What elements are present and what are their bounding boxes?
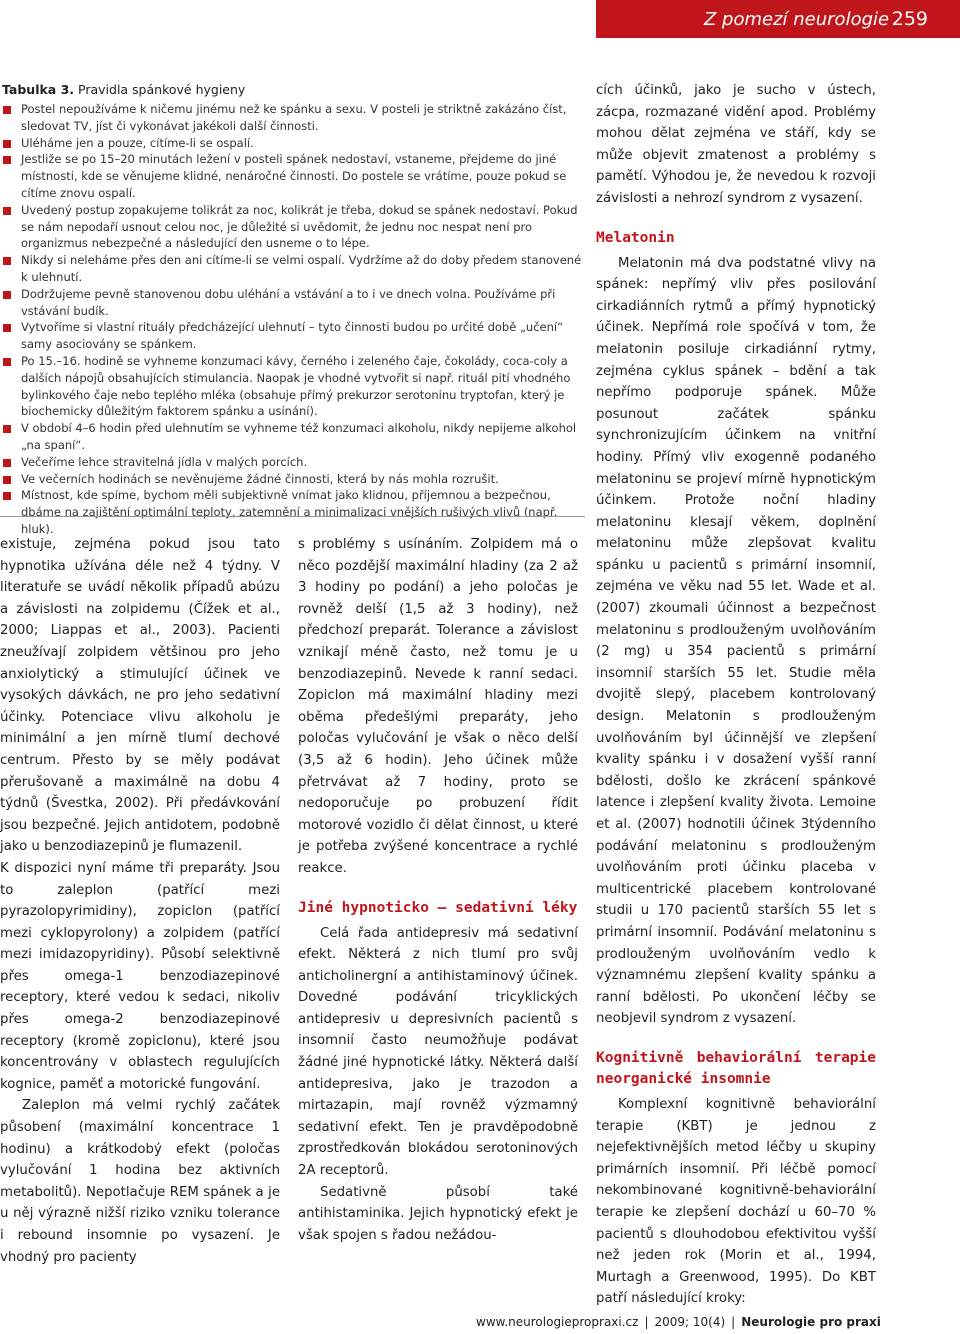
rule-text: Uléháme jen a pouze, cítíme-li se ospalí. [21,135,254,150]
rule-text: Uvedený postup zopakujeme tolikrát za noc, kolikrát je třeba, dokud se spánek nedostaví. Pokud se nám nepodaří usnout celou noc, je důležité si uvědomit, že jednu noc nespat není pro organizmus nebezpečné a následující den usneme o to lépe. [21,202,578,251]
rule-item [0,420,585,454]
paragraph: Melatonin má dva podstatné vlivy na spánek: nepřímý vliv přes posilování cirkadiánních rytmů a přímý hypnotický účinek. Nepřímá role spočívá v tom, že melatonin posiluje cirkadiánní rytmy, zejména cyklus spánek – bdění a tak nepřímo podporuje spánek. Může posunout začátek spánku synchronizujícím účinkem na vnitřní hodiny. Přímý vliv exogenně podaného melatoninu se projeví mírně hypnotickým účinkem. Protože noční hladiny melatoninu klesají věkem, doplnění melatoninu může zlepšovat kvalitu spánku u pacientů s primární insomnií, zejména ve věku nad 55 let. Wade et al. (2007) zkoumali účinnost a bezpečnost melatoninu s prodlouženým uvolňováním (2 mg) u 354 pacientů s primární insomnií starších 55 let. Studie měla dvojitě slepý, placebem kontrolovaný design. Melatonin s prodlouženým uvolňováním byl účinnější ve zlepšení kvality spánku i v dosažení vyšší ranní bdělosti, došlo ke zkrácení spánkové latence i zlepšení kvality života. Lemoine et al. (2007) hodnotili účinek 3týdenního podávání melatoninu s prodlouženým uvolňováním proti účinku placeba v multicentrické placebem kontrolované studii u 170 pacientů starších 55 let s primární insomnií. Podávání melatoninu s prodlouženým uvolňováním vedlo k významnému zlepšení kvality spánku a ranní bdělosti. Po ukončení léčby se neobjevil syndrom z vysazení. [596,255,876,1027]
paragraph: Zaleplon má velmi rychlý začátek působení (maximální koncentrace 1 hodinu) a krátkodobý efekt (poločas vylučování 1 hodina bez aktivních metabolitů). Nepotlačuje REM spánek a je u něj výrazně nižší riziko vzniku tolerance i rebound insomnie po vysazení. Je vhodný pro pacienty [0,1098,280,1265]
text-column-2 [298,534,578,1246]
paragraph: s problémy s usínáním. Zolpidem má o něco pozdější maximální hladiny (za 2 až 3 hodiny po podání) a jeho poločas je rovněž delší (1,5 až 3 hodiny), než předchozí preparát. Tolerance a závislost vznikají méně často, než tomu je u benzodiazepinů. Nevede k ranní sedaci. Zopiclon má maximální hladiny mezi oběma předešlými preparáty, jeho poločas vylučování je však o něco delší (3,5 až 6 hodin). Jeho účinek může přetrvávat až 7 hodiny, proto se nedoporučuje po probuzení řídit motorové vozidlo či dělat činnost, u které je potřeba zvýšené koncentrace a rychlé reakce. [298,537,578,876]
footer-url[interactable]: www.neurologiepropraxi.cz [476,1315,639,1329]
rule-item [0,454,585,471]
footer-journal: Neurologie pro praxi [741,1315,881,1329]
rule-text: Po 15.–16. hodině se vyhneme konzumaci kávy, černého i zeleného čaje, čokolády, coca-coly a dalších nápojů obsahujících stimulancia. Naopak je vhodné vytvořit si např. rituál pití vhodného bylinkového čaje nebo teplého mléka (obsahuje přímý prekurzor serotoninu tryptofan, který je biochemicky důležitým faktorem spánku a usínání). [21,353,571,419]
square-bullet-icon [3,257,11,265]
section-heading: Jiné hypnoticko – sedativní léky [298,899,578,916]
rule-item [0,286,585,320]
rule-text: Dodržujeme pevně stanovenou dobu uléhání a vstávání a to i ve dnech volna. Používáme při vstávání budík. [21,286,556,318]
table-label: Tabulka 3. [2,82,75,97]
square-bullet-icon [3,207,11,215]
page-header-bar [596,0,960,38]
rule-item [0,135,585,152]
rule-item [0,202,585,252]
square-bullet-icon [3,324,11,332]
square-bullet-icon [3,358,11,366]
rule-text: V období 4–6 hodin před ulehnutím se vyhneme též konzumaci alkoholu, nikdy nepijeme alkohol „na spaní“. [21,421,577,452]
rule-text: Místnost, kde spíme, bychom měli subjektivně vnímat jako klidnou, příjemnou a bezpečnou, dbáme na zajištění optimální teploty, zatemnění a minimalizaci vnějších rušivých vlivů (např. hluk). [21,488,558,536]
page-number: 259 [891,8,928,30]
paragraph: Sedativně působí také antihistaminika. Jejich hypnotický efekt je však spojen s řadou nežádou- [298,1184,578,1243]
rule-item [0,471,585,488]
square-bullet-icon [3,140,11,148]
square-bullet-icon [3,425,11,433]
section-heading: Kognitivně behaviorální terapie neorganické insomnie [596,1049,876,1087]
rule-item [0,319,585,353]
rule-text: Nikdy si neleháme přes den ani cítíme-li se velmi ospalí. Vydržíme až do doby předem stanovené k ulehnutí. [21,253,582,284]
square-bullet-icon [3,156,11,164]
rules-list [0,101,585,538]
square-bullet-icon [3,492,11,500]
square-bullet-icon [3,291,11,299]
rule-text: Večeříme lehce stravitelná jídla v malých porcích. [21,454,308,469]
rule-item [0,353,585,420]
square-bullet-icon [3,476,11,484]
rule-item [0,151,585,201]
text-column-1 [0,534,280,1268]
table-caption [2,82,585,97]
paragraph: cích účinků, jako je sucho v ústech, zácpa, rozmazané vidění apod. Problémy mohou dělat zejména ve stáří, kdy se může objevit zmatenost a problémy s pamětí. Výhodou je, že nevedou k rozvoji závislosti a nehrozí syndrom z vysazení. [596,83,876,206]
section-title: Z pomezí neurologie [704,8,890,30]
rule-item [0,101,585,135]
rule-item [0,487,585,537]
square-bullet-icon [3,459,11,467]
paragraph: Komplexní kognitivně behaviorální terapie (KBT) je jednou z nejefektivnějších metod léčby u skupiny primárních insomnií. Při léčbě pomocí nekombinované kognitivně-behaviorální terapie ke zlepšení dochází u 60–70 % pacientů s dlouhodobou efektivitou vyšší než jeden rok (Morin et al., 1994, Murtagh a Greenwood, 1995). Do KBT patří následující kroky: [596,1096,876,1307]
paragraph: existuje, zejména pokud jsou tato hypnotika užívána déle než 4 týdny. V literatuře se uvádí několik případů abúzu a závislosti na zolpidemu (Čížek et al., 2000; Liappas et al., 2003). Pacienti zneužívají zolpidem většinou pro jeho anxiolytický a stimulující účinek ve vysokých dávkách, ne pro jeho sedativní účinky. Potenciace vlivu alkoholu je minimální a jen mírně tlumí dechové centrum. Přesto by se měly podávat přerušovaně a maximálně na dobu 4 týdnů (Švestka, 2002). Při předávkování jsou bezpečné. Jejich antidotem, podobně jako u benzodiazepinů je flumazenil. [0,537,280,855]
square-bullet-icon [3,106,11,114]
footer-issue: 2009; 10(4) [654,1315,726,1329]
rule-text: Ve večerních hodinách se nevěnujeme žádné činnosti, která by nás mohla rozrušit. [21,471,499,486]
table-divider [0,516,585,517]
rule-text: Jestliže se po 15–20 minutách ležení v posteli spánek nedostaví, vstaneme, přejdeme do jiné místnosti, kde se věnujeme klidné, nenáročné činnosti. Do postele se vrátíme, pouze pokud se cítíme znovu ospalí. [21,152,567,200]
paragraph: Celá řada antidepresiv má sedativní efekt. Některá z nich tlumí pro svůj anticholinergní a antihistaminový účinek. Dovedné podávání tricyklických antidepresiv u depresivních pacientů s insomnií často neumožňuje podávat žádné jiné hypnotické látky. Některá další antidepresiva, jako je trazodon a mirtazapin, mají rovněž výzmamný sedativní efekt. Ten je pravděpodobně zprostředkován blokádou serotoninových 2A receptorů. [298,925,578,1179]
text-column-3 [596,80,876,1310]
paragraph: K dispozici nyní máme tři preparáty. Jsou to zaleplon (patřící mezi pyrazolopyrimidiny), zopiclon (patřící mezi cyklopyrolony) a zolpidem (patřící mezi imidazopyridiny). Působí selektivně přes omega-1 benzodiazepinové receptory, které vedou k sedaci, nikoliv přes omega-2 benzodiazepinové receptory (kromě zopiclonu), které jsou koncentrovány v oblastech regulujících kognice, paměť a motorické fungování. [0,860,280,1092]
sleep-hygiene-table [0,82,585,538]
table-title: Pravidla spánkové hygieny [78,82,246,97]
rule-item [0,252,585,286]
rule-text: Postel nepoužíváme k ničemu jinému než ke spánku a sexu. V posteli je striktně zakázáno číst, sledovat TV, jíst či vykonávat jakékoli další činnosti. [21,102,567,133]
rule-text: Vytvoříme si vlastní rituály předcházející ulehnutí – tyto činnosti budou po určité době „učení“ samy asociovány se spánkem. [21,320,564,352]
page-footer: www.neurologiepropraxi.cz | 2009; 10(4) | Neurologie pro praxi [476,1315,881,1329]
section-heading: Melatonin [596,229,675,246]
